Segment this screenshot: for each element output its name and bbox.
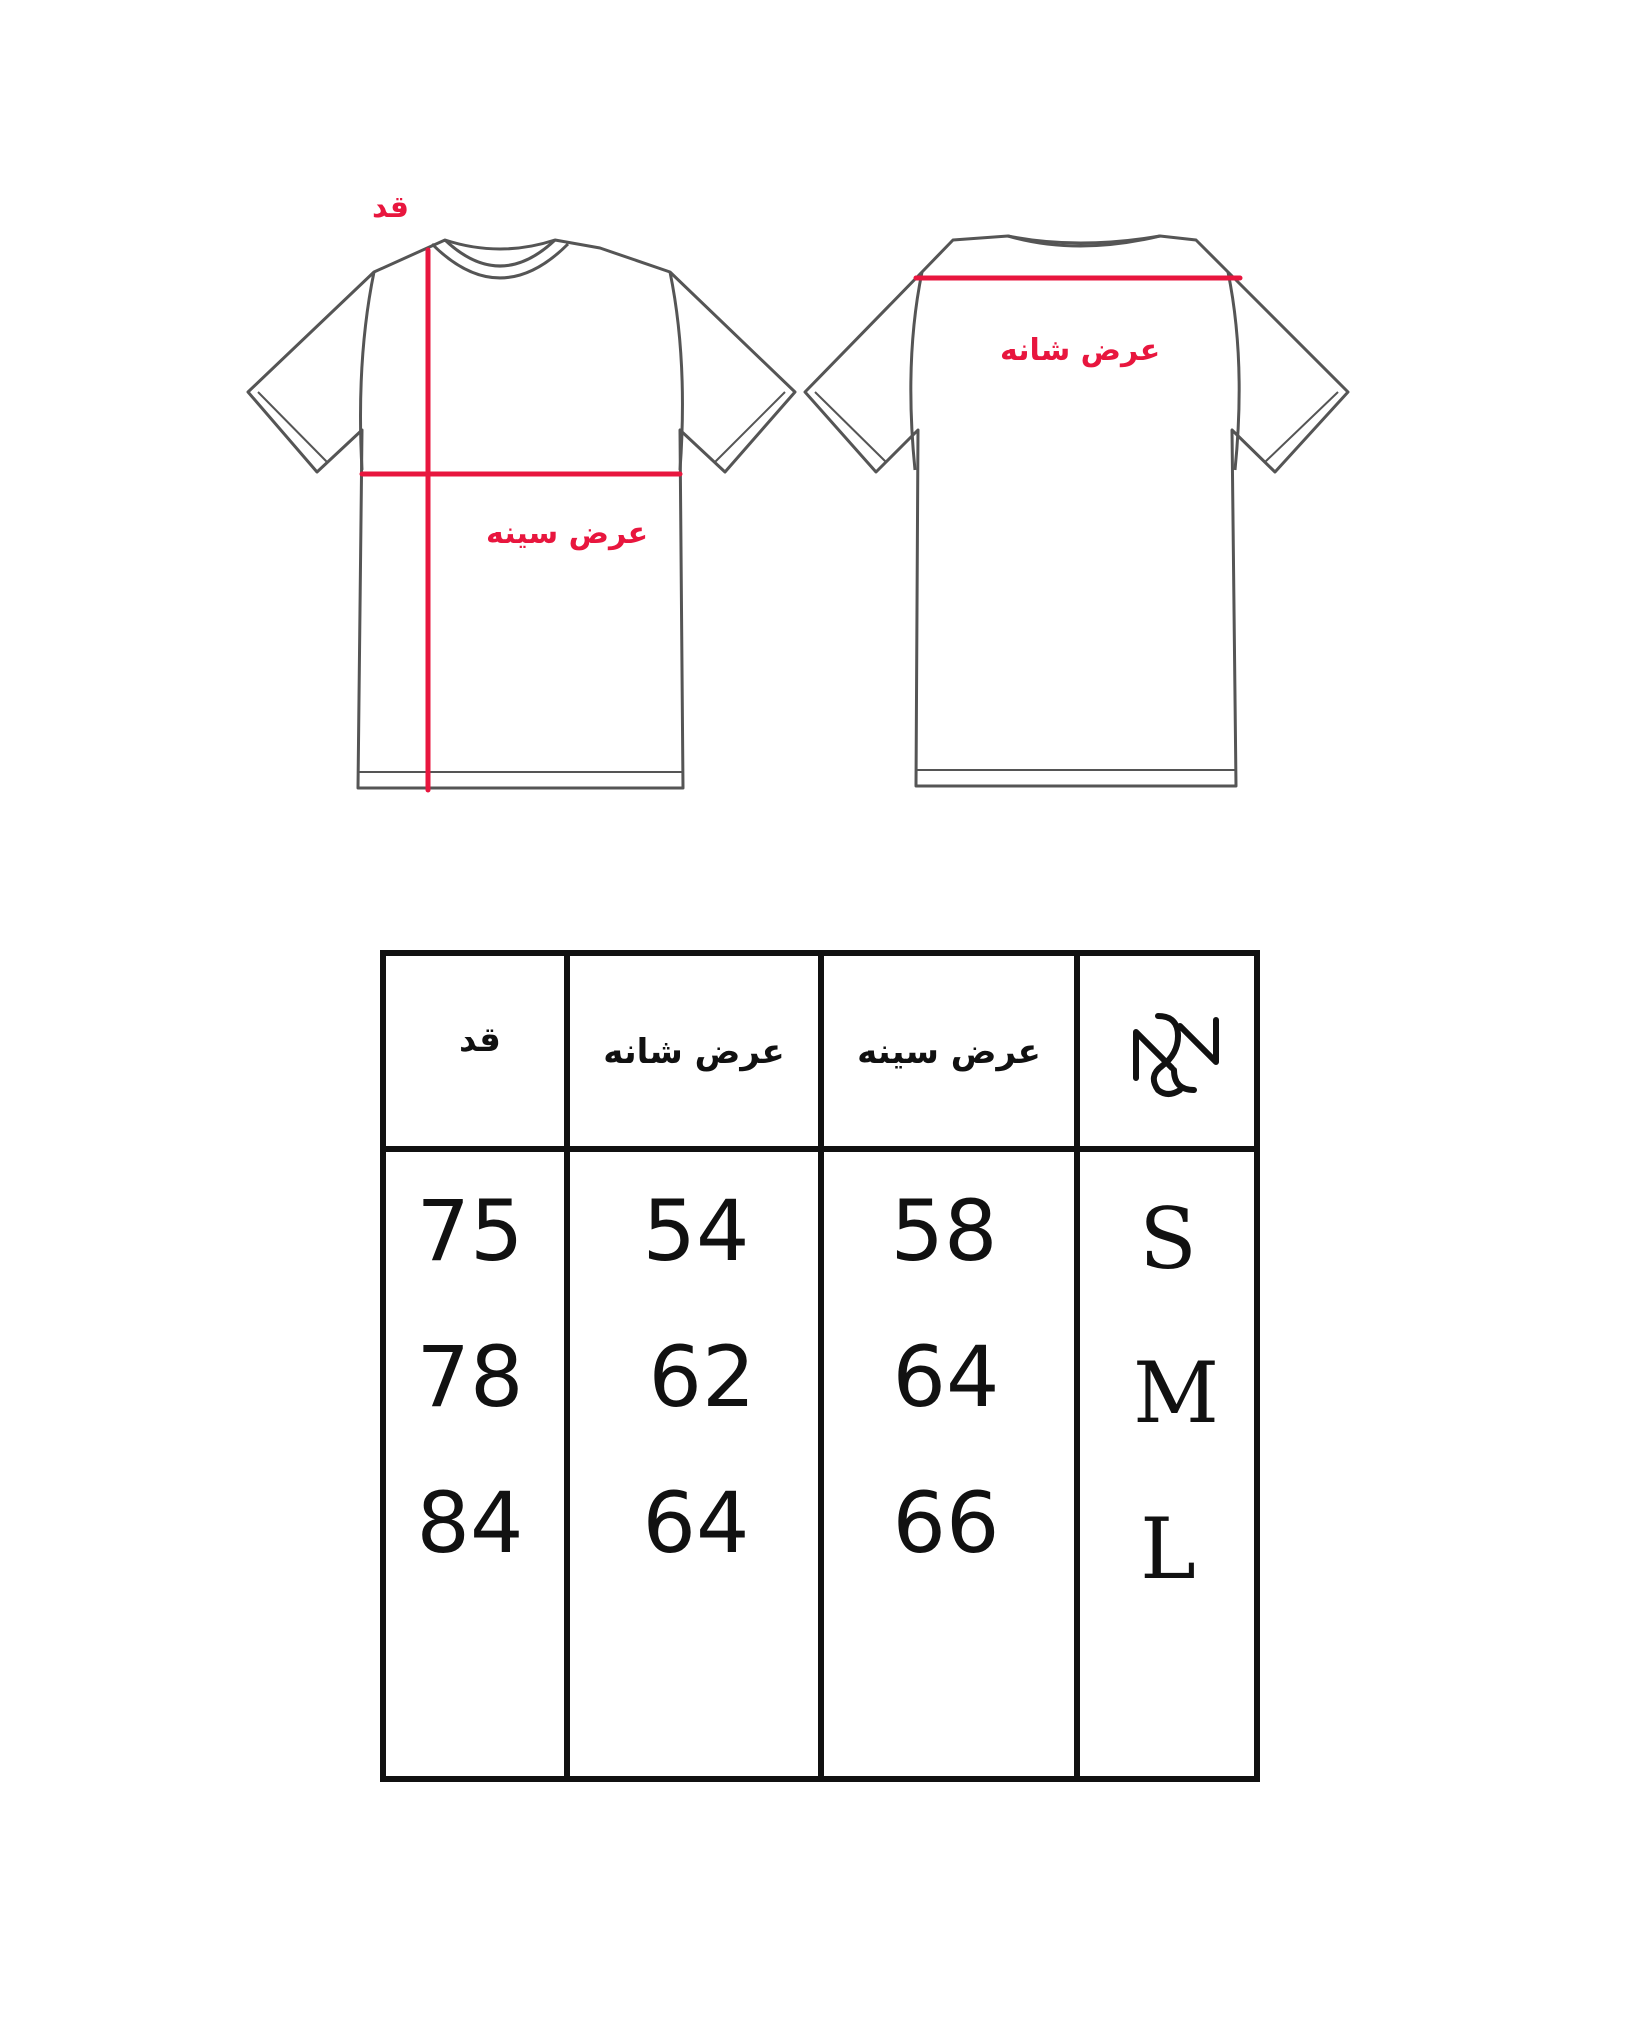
logo-icon [1128, 1006, 1224, 1102]
table-col-divider-3 [1074, 950, 1080, 1782]
front-length-label: قد [372, 190, 409, 225]
cell-chest-s: 58 [890, 1182, 998, 1280]
cell-shoulder-m: 62 [648, 1328, 756, 1426]
size-table [380, 950, 1260, 1782]
front-chest-label: عرض سینه [486, 516, 649, 551]
cell-length-l: 84 [416, 1474, 524, 1572]
table-border-right [1254, 950, 1260, 1782]
header-chest-width: عرض سینه [857, 1032, 1041, 1072]
cell-size-s: S [1139, 1190, 1197, 1288]
table-col-divider-2 [818, 950, 824, 1782]
cell-size-l: L [1140, 1500, 1196, 1598]
cell-chest-l: 66 [892, 1474, 1000, 1572]
back-shoulder-label: عرض شانه [1000, 333, 1161, 368]
header-shoulder-width: عرض شانه [603, 1032, 785, 1072]
table-col-divider-1 [564, 950, 570, 1782]
cell-length-s: 75 [416, 1182, 524, 1280]
cell-chest-m: 64 [892, 1328, 1000, 1426]
tshirt-diagrams [0, 0, 1632, 820]
cell-shoulder-l: 64 [642, 1474, 750, 1572]
cell-shoulder-s: 54 [642, 1182, 750, 1280]
back-tshirt [805, 236, 1348, 786]
front-tshirt [248, 240, 795, 788]
cell-length-m: 78 [416, 1328, 524, 1426]
header-length: قد [459, 1020, 501, 1060]
cell-size-m: M [1132, 1344, 1219, 1442]
